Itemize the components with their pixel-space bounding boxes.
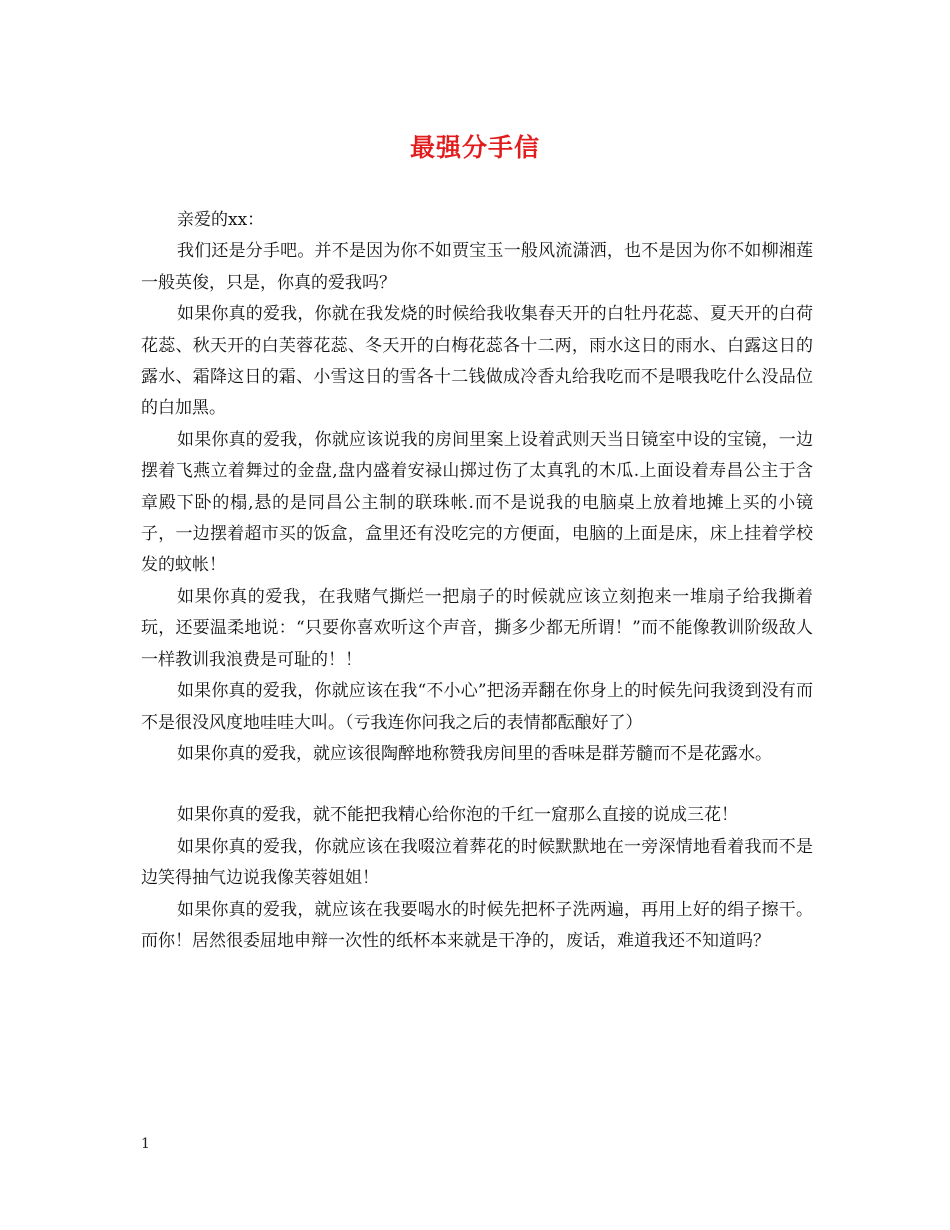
page-number: 1	[141, 1136, 150, 1152]
paragraph: 如果你真的爱我，就应该很陶醉地称赞我房间里的香味是群芳髓而不是花露水。	[177, 743, 772, 764]
paragraph: 如果你真的爱我，在我赌气撕烂一把扇子的时候就应该立刻抱来一堆扇子给我撕着玩，还要温柔地说：“只要你喜欢听这个声音，撕多少都无所谓！”而不能像教训阶级敌人一样教训我浪费是可耻的！！	[141, 586, 813, 670]
paragraph: 如果你真的爱我，你就应该说我的房间里案上设着武则天当日镜室中设的宝镜，一边摆着飞燕立着舞过的金盘,盘内盛着安禄山掷过伤了太真乳的木瓜.上面设着寿昌公主于含章殿下卧的榻,悬的是同昌公主制的联珠帐.而不是说我的电脑桌上放着地摊上买的小镜子，一边摆着超市买的饭盒，盒里还有没吃完的方便面，电脑的上面是床，床上挂着学校发的蚊帐！	[141, 429, 813, 576]
paragraph: 如果你真的爱我，就不能把我精心给你泡的千红一窟那么直接的说成三花！	[177, 805, 738, 826]
paragraph: 如果你真的爱我，你就应该在我“不小心”把汤弄翻在你身上的时候先问我烫到没有而不是很没风度地哇哇大叫。（亏我连你问我之后的表情都酝酿好了）	[141, 681, 813, 733]
paragraph: 如果你真的爱我，你就应该在我啜泣着葬花的时候默默地在一旁深情地看着我而不是边笑得抽气边说我像芙蓉姐姐！	[141, 836, 813, 889]
document-title: 最强分手信	[409, 133, 540, 162]
paragraph: 我们还是分手吧。并不是因为你不如贾宝玉一般风流潇洒，也不是因为你不如柳湘莲一般英俊，只是，你真的爱我吗？	[141, 241, 813, 293]
letter-body	[141, 205, 813, 957]
paragraph: 如果你真的爱我，你就在我发烧的时候给我收集春天开的白牡丹花蕊、夏天开的白荷花蕊、秋天开的白芙蓉花蕊、冬天开的白梅花蕊各十二两，雨水这日的雨水、白露这日的露水、霜降这日的霜、小雪这日的雪各十二钱做成冷香丸给我吃而不是喂我吃什么没品位的白加黑。	[141, 304, 813, 419]
salutation: 亲爱的xx：	[177, 210, 265, 230]
paragraph: 如果你真的爱我，就应该在我要喝水的时候先把杯子洗两遍，再用上好的绢子擦干。而你！居然很委屈地申辩一次性的纸杯本来就是干净的，废话，难道我还不知道吗？	[141, 899, 813, 951]
